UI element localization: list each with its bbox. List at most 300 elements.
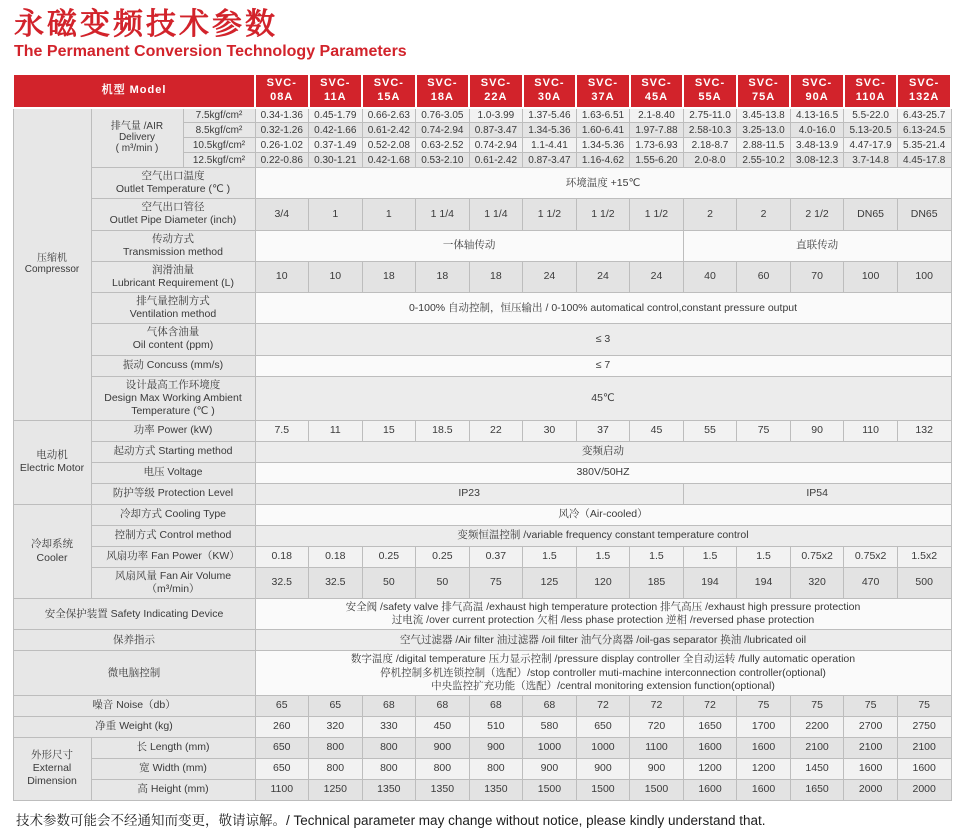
- value-cell: 125: [523, 567, 577, 598]
- value-cell: 72: [576, 695, 630, 716]
- value-cell: 37: [576, 420, 630, 441]
- cell-line: 功率 Power (kW): [133, 424, 213, 437]
- value-cell: 1600: [844, 758, 898, 779]
- value-cell: 0.53-2.10: [416, 153, 470, 168]
- value-cell: 1600: [737, 779, 791, 800]
- value-cell: 1.34-5.36: [576, 138, 630, 153]
- value-cell: 260: [255, 716, 309, 737]
- value-cell: 0.61-2.42: [362, 123, 416, 138]
- value-cell: 4.45-17.8: [897, 153, 951, 168]
- value-cell: 50: [416, 567, 470, 598]
- value-cell: 15: [362, 420, 416, 441]
- cell-line: 冷却方式 Cooling Type: [119, 508, 226, 521]
- span-value-cell: 空气过滤器 /Air filter 油过滤器 /oil filter 油气分离器 /oil-gas separator 换油 /lubricated oil: [255, 630, 951, 651]
- span-value-cell: 0-100% 自动控制，恒压输出 / 0-100% automatical control,constant pressure output: [255, 293, 951, 324]
- value-cell: 1.0-3.99: [469, 108, 523, 123]
- value-cell: 1 1/2: [630, 199, 684, 230]
- value-cell: 5.5-22.0: [844, 108, 898, 123]
- row-label: [91, 199, 255, 230]
- value-cell: 2.75-11.0: [683, 108, 737, 123]
- value-cell: 4.13-16.5: [790, 108, 844, 123]
- value-cell: 0.76-3.05: [416, 108, 470, 123]
- value-cell: 68: [416, 695, 470, 716]
- cell-line: 冷却系统: [31, 538, 73, 551]
- cell-line: 传动方式: [152, 232, 194, 245]
- page-title: 永磁变频技术参数: [14, 8, 278, 41]
- cell-line: 宽 Width (mm): [139, 762, 207, 775]
- cell-line: Dimension: [27, 775, 77, 788]
- value-cell: 1.5x2: [897, 546, 951, 567]
- cell-line: Electric Motor: [19, 462, 85, 475]
- cell-line: 电压 Voltage: [143, 466, 203, 479]
- value-cell: 1.1-4.41: [523, 138, 577, 153]
- value-cell: 1350: [362, 779, 416, 800]
- cell-line: 外形尺寸: [31, 749, 73, 762]
- span-value-cell: 直联传动: [683, 230, 951, 261]
- value-cell: 7.5: [255, 420, 309, 441]
- value-cell: 18: [362, 261, 416, 292]
- table-row: [13, 293, 951, 324]
- value-cell: DN65: [897, 199, 951, 230]
- value-cell: 65: [255, 695, 309, 716]
- value-cell: 1650: [683, 716, 737, 737]
- row-label: [91, 420, 255, 441]
- value-cell: 0.34-1.36: [255, 108, 309, 123]
- value-cell: 0.75x2: [790, 546, 844, 567]
- row-label: [91, 737, 255, 758]
- row-label: [13, 599, 255, 630]
- value-cell: 800: [416, 758, 470, 779]
- table-row: [13, 599, 951, 630]
- table-row: [13, 630, 951, 651]
- cell-line: 电动机: [36, 449, 68, 462]
- value-cell: 24: [630, 261, 684, 292]
- value-cell: 470: [844, 567, 898, 598]
- value-cell: 32.5: [255, 567, 309, 598]
- cell-line: 噪音 Noise（db）: [92, 699, 176, 712]
- cell-line: 起动方式 Starting method: [113, 445, 233, 458]
- value-cell: 2.55-10.2: [737, 153, 791, 168]
- value-cell: 70: [790, 261, 844, 292]
- value-cell: 800: [309, 758, 363, 779]
- value-cell: 0.66-2.63: [362, 108, 416, 123]
- cell-line: 气体含油量: [146, 326, 200, 339]
- value-cell: 2000: [897, 779, 951, 800]
- row-label: [13, 695, 255, 716]
- value-cell: 1500: [523, 779, 577, 800]
- cell-line: Design Max Working Ambient: [104, 391, 242, 404]
- value-cell: 40: [683, 261, 737, 292]
- value-cell: 900: [630, 758, 684, 779]
- value-cell: 3/4: [255, 199, 309, 230]
- value-cell: 3.48-13.9: [790, 138, 844, 153]
- value-cell: 132: [897, 420, 951, 441]
- row-label: [91, 230, 255, 261]
- model-cell: SVC-110A: [844, 74, 898, 108]
- value-cell: 2 1/2: [790, 199, 844, 230]
- parameters-table: [12, 73, 952, 801]
- row-label: [91, 355, 255, 376]
- value-cell: 3.08-12.3: [790, 153, 844, 168]
- cell-line: Cooler: [36, 551, 68, 564]
- table-row: [13, 779, 951, 800]
- cell-line: 防护等级 Protection Level: [112, 487, 234, 500]
- span-value-cell: 环境温度 +15℃: [255, 168, 951, 199]
- value-cell: 1.37-5.46: [523, 108, 577, 123]
- pressure-sub-label: 8.5kgf/cm²: [183, 123, 255, 138]
- value-cell: 1100: [255, 779, 309, 800]
- value-cell: 100: [844, 261, 898, 292]
- model-cell: SVC-90A: [790, 74, 844, 108]
- span-value-cell: 变频启动: [255, 441, 951, 462]
- model-cell: SVC-18A: [416, 74, 470, 108]
- row-label: [91, 376, 255, 420]
- value-cell: 24: [576, 261, 630, 292]
- value-cell: 1.55-6.20: [630, 153, 684, 168]
- value-cell: 2100: [790, 737, 844, 758]
- value-cell: 1.16-4.62: [576, 153, 630, 168]
- model-cell: SVC-75A: [737, 74, 791, 108]
- value-cell: 0.87-3.47: [523, 153, 577, 168]
- value-cell: 1000: [523, 737, 577, 758]
- value-cell: 1200: [683, 758, 737, 779]
- value-cell: 45: [630, 420, 684, 441]
- value-cell: 2.1-8.40: [630, 108, 684, 123]
- row-label: [91, 108, 183, 168]
- row-label: [91, 758, 255, 779]
- table-row: [13, 261, 951, 292]
- value-cell: 0.42-1.66: [309, 123, 363, 138]
- span-value-cell: [255, 599, 951, 630]
- row-label: [13, 630, 255, 651]
- value-cell: 1.5: [630, 546, 684, 567]
- model-cell: SVC-37A: [576, 74, 630, 108]
- cell-line: 净重 Weight (kg): [95, 720, 173, 733]
- value-cell: 1.34-5.36: [523, 123, 577, 138]
- table-row: [13, 420, 951, 441]
- value-cell: 4.0-16.0: [790, 123, 844, 138]
- value-cell: 1250: [309, 779, 363, 800]
- pressure-sub-label: 10.5kgf/cm²: [183, 138, 255, 153]
- cell-line: 安全阀 /safety valve 排气高温 /exhaust high temperature protection 排气高压 /exhaust high pressure protection: [345, 601, 861, 614]
- value-cell: 800: [309, 737, 363, 758]
- value-cell: 2700: [844, 716, 898, 737]
- span-value-cell: ≤ 7: [255, 355, 951, 376]
- table-row: [13, 716, 951, 737]
- value-cell: 0.61-2.42: [469, 153, 523, 168]
- value-cell: 3.25-13.0: [737, 123, 791, 138]
- value-cell: 11: [309, 420, 363, 441]
- value-cell: 1.97-7.88: [630, 123, 684, 138]
- value-cell: 510: [469, 716, 523, 737]
- cell-line: 振动 Concuss (mm/s): [122, 358, 224, 371]
- value-cell: 4.47-17.9: [844, 138, 898, 153]
- cell-line: 空气出口温度: [141, 170, 205, 182]
- value-cell: 1.63-6.51: [576, 108, 630, 123]
- table-row: [13, 651, 951, 695]
- span-value-cell: 45℃: [255, 376, 951, 420]
- table-header: [13, 74, 951, 108]
- value-cell: 650: [576, 716, 630, 737]
- value-cell: 194: [737, 567, 791, 598]
- value-cell: 0.74-2.94: [469, 138, 523, 153]
- value-cell: 1600: [683, 779, 737, 800]
- cell-line: 微电脑控制: [107, 666, 161, 679]
- span-value-cell: 风冷（Air-cooled）: [255, 504, 951, 525]
- cell-line: 安全保护装置 Safety Indicating Device: [44, 607, 224, 620]
- value-cell: 2.58-10.3: [683, 123, 737, 138]
- table-row: [13, 324, 951, 355]
- value-cell: 900: [576, 758, 630, 779]
- category-label: [13, 504, 91, 598]
- value-cell: 800: [362, 737, 416, 758]
- row-label: [91, 779, 255, 800]
- footer-note: 技术参数可能会不经通知而变更，敬请谅解。/ Technical parameter may change without notice, please kindly understand that.: [16, 812, 766, 828]
- value-cell: 194: [683, 567, 737, 598]
- table-row: [13, 168, 951, 199]
- value-cell: 1.60-6.41: [576, 123, 630, 138]
- value-cell: 75: [737, 420, 791, 441]
- span-value-cell: [255, 651, 951, 695]
- table-body: [13, 108, 951, 801]
- value-cell: 1600: [683, 737, 737, 758]
- model-cell: SVC-22A: [469, 74, 523, 108]
- model-cell: SVC-08A: [255, 74, 309, 108]
- cell-line: 中央监控扩充功能（选配）/central monitoring extension function(optional): [431, 679, 775, 692]
- table-row: [13, 441, 951, 462]
- value-cell: 1 1/4: [416, 199, 470, 230]
- value-cell: 0.75x2: [844, 546, 898, 567]
- value-cell: 18: [469, 261, 523, 292]
- value-cell: 2.88-11.5: [737, 138, 791, 153]
- model-header-cell: 机型 Model: [13, 74, 255, 108]
- value-cell: 55: [683, 420, 737, 441]
- row-label: [91, 504, 255, 525]
- value-cell: 1100: [630, 737, 684, 758]
- value-cell: 800: [469, 758, 523, 779]
- span-value-cell: IP54: [683, 483, 951, 504]
- span-value-cell: 变频恒温控制 /variable frequency constant temperature control: [255, 525, 951, 546]
- value-cell: 2.0-8.0: [683, 153, 737, 168]
- value-cell: 1.5: [523, 546, 577, 567]
- value-cell: 75: [790, 695, 844, 716]
- value-cell: 0.18: [255, 546, 309, 567]
- table-row: [13, 758, 951, 779]
- value-cell: 72: [630, 695, 684, 716]
- cell-line: 空气出口管径: [141, 201, 205, 214]
- value-cell: 68: [469, 695, 523, 716]
- model-cell: SVC-45A: [630, 74, 684, 108]
- model-cell: SVC-11A: [309, 74, 363, 108]
- value-cell: 900: [416, 737, 470, 758]
- table-row: [13, 199, 951, 230]
- value-cell: 0.25: [416, 546, 470, 567]
- value-cell: 1 1/2: [576, 199, 630, 230]
- value-cell: 900: [523, 758, 577, 779]
- value-cell: 1.5: [683, 546, 737, 567]
- value-cell: 800: [362, 758, 416, 779]
- category-label: [13, 737, 91, 800]
- value-cell: 120: [576, 567, 630, 598]
- cell-line: ( m³/min ): [115, 143, 159, 155]
- table-row: [13, 695, 951, 716]
- value-cell: 100: [897, 261, 951, 292]
- value-cell: 22: [469, 420, 523, 441]
- cell-line: Compressor: [24, 264, 80, 276]
- value-cell: 60: [737, 261, 791, 292]
- value-cell: 0.87-3.47: [469, 123, 523, 138]
- cell-line: Temperature (℃ ): [131, 404, 215, 417]
- cell-line: 排气量控制方式: [136, 295, 210, 307]
- value-cell: 900: [469, 737, 523, 758]
- value-cell: 1350: [416, 779, 470, 800]
- value-cell: 1: [362, 199, 416, 230]
- value-cell: 110: [844, 420, 898, 441]
- value-cell: 1450: [790, 758, 844, 779]
- value-cell: 0.37: [469, 546, 523, 567]
- value-cell: 3.45-13.8: [737, 108, 791, 123]
- value-cell: 1350: [469, 779, 523, 800]
- value-cell: 320: [309, 716, 363, 737]
- value-cell: 580: [523, 716, 577, 737]
- page-subtitle: The Permanent Conversion Technology Parameters: [14, 43, 407, 60]
- row-label: [91, 525, 255, 546]
- value-cell: 75: [844, 695, 898, 716]
- value-cell: 32.5: [309, 567, 363, 598]
- cell-line: 压缩机: [37, 253, 67, 265]
- row-label: [91, 567, 255, 598]
- model-cell: SVC-15A: [362, 74, 416, 108]
- value-cell: 68: [523, 695, 577, 716]
- cell-line: 数字温度 /digital temperature 压力显示控制 /pressure display controller 全自动运转 /fully automatic operation: [350, 653, 856, 666]
- span-value-cell: 380V/50HZ: [255, 462, 951, 483]
- value-cell: 0.42-1.68: [362, 153, 416, 168]
- table-row: [13, 546, 951, 567]
- cell-line: 设计最高工作环境度: [125, 378, 221, 391]
- value-cell: 10: [309, 261, 363, 292]
- row-label: [91, 168, 255, 199]
- span-value-cell: 一体轴传动: [255, 230, 683, 261]
- value-cell: 65: [309, 695, 363, 716]
- value-cell: 1 1/2: [523, 199, 577, 230]
- model-cell: SVC-132A: [897, 74, 951, 108]
- cell-line: Oil content (ppm): [132, 339, 214, 352]
- table-row: [13, 504, 951, 525]
- value-cell: 330: [362, 716, 416, 737]
- value-cell: 450: [416, 716, 470, 737]
- cell-line: 控制方式 Control method: [114, 529, 232, 542]
- value-cell: 68: [362, 695, 416, 716]
- row-label: [91, 324, 255, 355]
- value-cell: 0.30-1.21: [309, 153, 363, 168]
- value-cell: 1 1/4: [469, 199, 523, 230]
- value-cell: 6.13-24.5: [897, 123, 951, 138]
- value-cell: 2200: [790, 716, 844, 737]
- table-row: [13, 525, 951, 546]
- table-row: [13, 567, 951, 598]
- value-cell: 0.26-1.02: [255, 138, 309, 153]
- value-cell: 0.18: [309, 546, 363, 567]
- cell-line: 润滑油量: [152, 263, 194, 276]
- span-value-cell: ≤ 3: [255, 324, 951, 355]
- value-cell: 2750: [897, 716, 951, 737]
- value-cell: 6.43-25.7: [897, 108, 951, 123]
- value-cell: 320: [790, 567, 844, 598]
- cell-line: Delivery: [118, 132, 156, 144]
- row-label: [91, 483, 255, 504]
- value-cell: 1000: [576, 737, 630, 758]
- value-cell: 0.63-2.52: [416, 138, 470, 153]
- value-cell: 2.18-8.7: [683, 138, 737, 153]
- cell-line: Outlet Temperature (℃ ): [115, 183, 231, 196]
- value-cell: 0.37-1.49: [309, 138, 363, 153]
- value-cell: 75: [469, 567, 523, 598]
- value-cell: 5.13-20.5: [844, 123, 898, 138]
- model-header-row: [13, 74, 951, 108]
- value-cell: 30: [523, 420, 577, 441]
- value-cell: 75: [737, 695, 791, 716]
- table-row: [13, 462, 951, 483]
- row-label: [13, 651, 255, 695]
- value-cell: DN65: [844, 199, 898, 230]
- cell-line: 过电流 /over current protection 欠相 /less phase protection 逆相 /reversed phase protection: [391, 614, 815, 627]
- value-cell: 0.52-2.08: [362, 138, 416, 153]
- value-cell: 1700: [737, 716, 791, 737]
- value-cell: 72: [683, 695, 737, 716]
- cell-line: 风扇功率 Fan Power（KW）: [106, 550, 240, 563]
- value-cell: 185: [630, 567, 684, 598]
- cell-line: Ventilation method: [129, 308, 217, 321]
- row-label: [91, 261, 255, 292]
- value-cell: 1600: [737, 737, 791, 758]
- pressure-sub-label: 7.5kgf/cm²: [183, 108, 255, 123]
- value-cell: 5.35-21.4: [897, 138, 951, 153]
- value-cell: 2: [683, 199, 737, 230]
- value-cell: 90: [790, 420, 844, 441]
- value-cell: 720: [630, 716, 684, 737]
- cell-line: Transmission method: [123, 245, 223, 258]
- cell-line: 保养指示: [113, 633, 155, 646]
- value-cell: 1200: [737, 758, 791, 779]
- value-cell: 24: [523, 261, 577, 292]
- value-cell: 0.25: [362, 546, 416, 567]
- value-cell: 0.45-1.79: [309, 108, 363, 123]
- cell-line: 风扇风量 Fan Air Volume（m³/min）: [114, 569, 232, 595]
- value-cell: 1: [309, 199, 363, 230]
- value-cell: 1.5: [737, 546, 791, 567]
- value-cell: 1650: [790, 779, 844, 800]
- row-label: [91, 441, 255, 462]
- row-label: [91, 462, 255, 483]
- span-value-cell: IP23: [255, 483, 683, 504]
- value-cell: 0.22-0.86: [255, 153, 309, 168]
- pressure-sub-label: 12.5kgf/cm²: [183, 153, 255, 168]
- value-cell: 2100: [844, 737, 898, 758]
- value-cell: 650: [255, 758, 309, 779]
- row-label: [91, 546, 255, 567]
- table-row: [13, 737, 951, 758]
- table-row: [13, 483, 951, 504]
- cell-line: Outlet Pipe Diameter (inch): [109, 214, 237, 227]
- value-cell: 3.7-14.8: [844, 153, 898, 168]
- value-cell: 500: [897, 567, 951, 598]
- value-cell: 2: [737, 199, 791, 230]
- value-cell: 2000: [844, 779, 898, 800]
- cell-line: External: [32, 762, 72, 775]
- value-cell: 75: [897, 695, 951, 716]
- value-cell: 1500: [576, 779, 630, 800]
- value-cell: 1500: [630, 779, 684, 800]
